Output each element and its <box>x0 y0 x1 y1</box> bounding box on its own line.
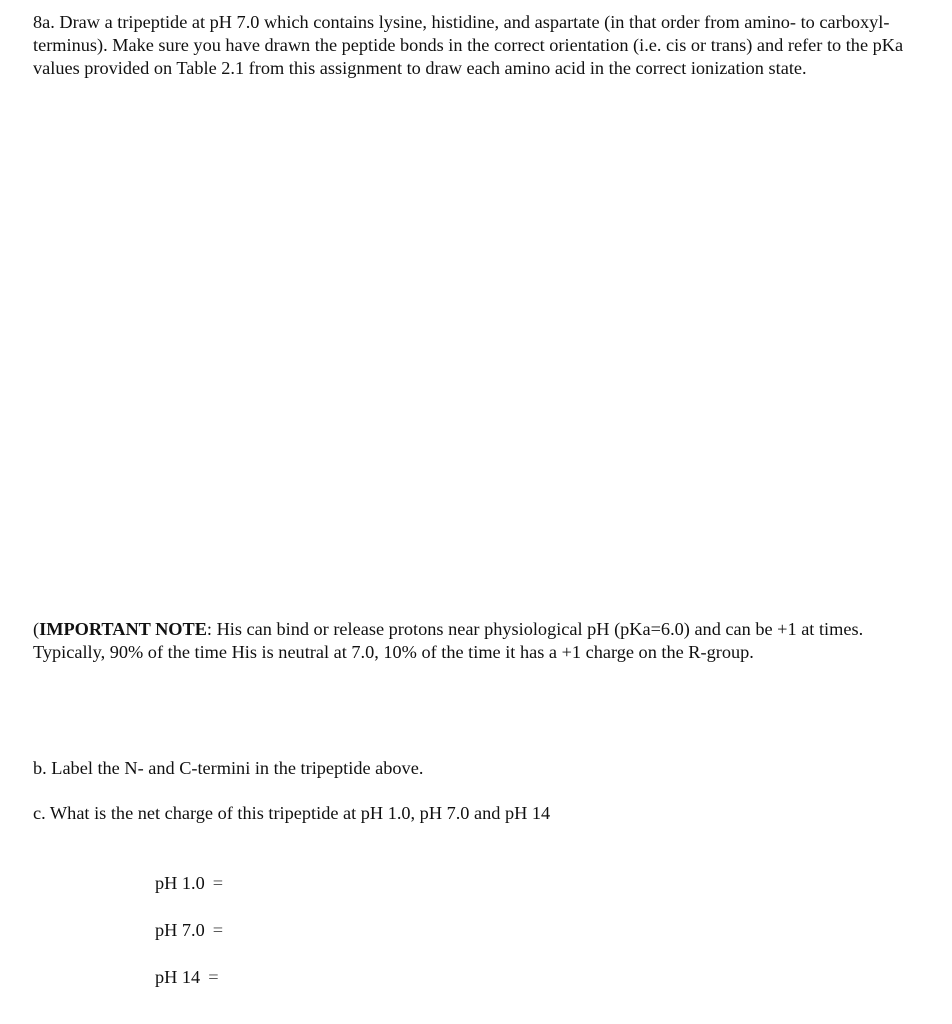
equals-sign: = <box>208 967 219 987</box>
note-colon: : <box>206 619 212 639</box>
equals-sign: = <box>212 920 224 940</box>
question-c-text: c. What is the net charge of this tripeptide at pH 1.0, pH 7.0 and pH 14 <box>33 803 551 823</box>
note-open-paren: ( <box>33 619 40 639</box>
ph-label: pH 14 <box>155 967 201 987</box>
drawing-answer-area[interactable] <box>33 110 913 610</box>
ph-answer-row[interactable] <box>155 966 219 989</box>
ph-answer-row[interactable] <box>155 919 223 942</box>
question-b-text: b. Label the N- and C-termini in the tripeptide above. <box>33 758 424 778</box>
ph-label: pH 1.0 <box>155 873 205 893</box>
note-text: His can bind or release protons near physiological pH (pKa=6.0) and can be +1 at times. Typically, 90% of the time His is neutral at 7.0, 10% of the time it has a +1 charge on the R-group. <box>33 619 864 662</box>
equals-sign: = <box>212 873 224 893</box>
question-8a-text: 8a. Draw a tripeptide at pH 7.0 which contains lysine, histidine, and aspartate (in that order from amino- to carboxyl- terminus). Make sure you have drawn the peptide bonds in the correct orientation (i.e. cis or trans) and refer to the pKa values provided on Table 2.1 from this assignment to draw each amino acid in the correct ionization state. <box>33 12 904 78</box>
note-label: IMPORTANT NOTE <box>39 619 207 639</box>
important-note <box>33 618 913 664</box>
ph-answer-row[interactable] <box>155 872 223 895</box>
ph-label: pH 7.0 <box>155 920 205 940</box>
